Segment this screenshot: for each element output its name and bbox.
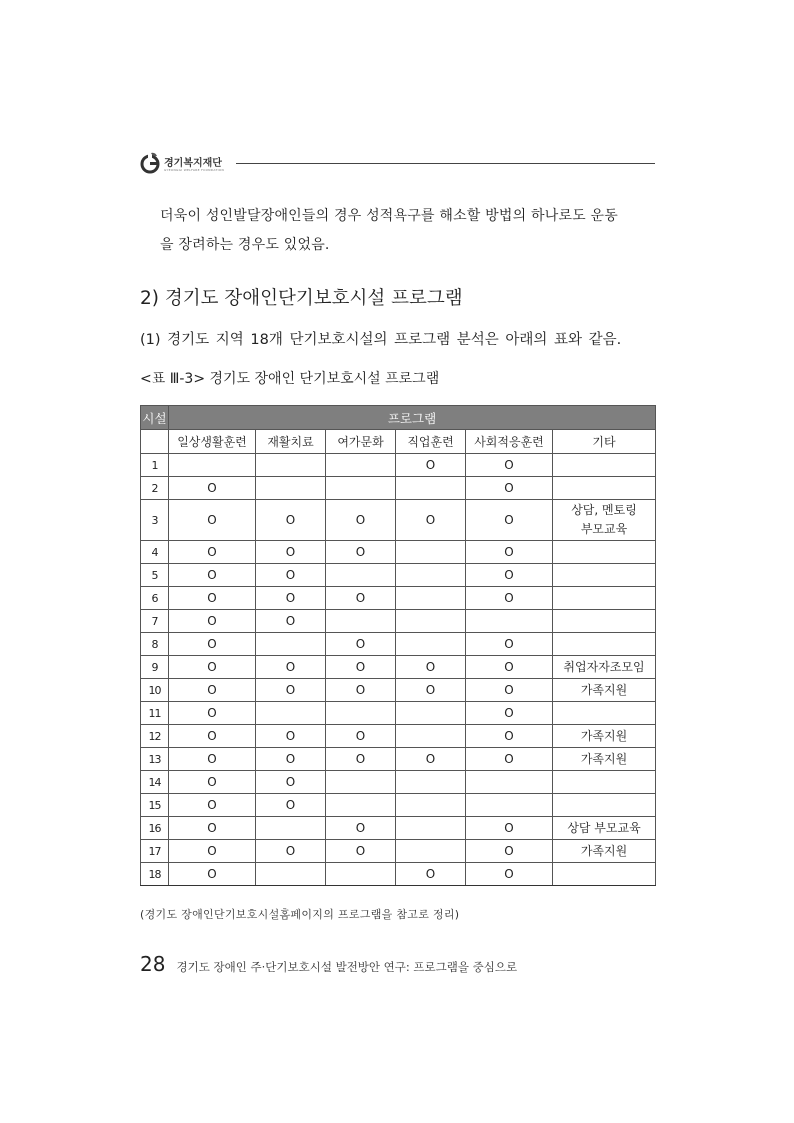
table-row — [141, 564, 656, 587]
program-mark-cell — [256, 817, 326, 840]
program-mark-cell — [326, 794, 396, 817]
header-program: 프로그램 — [169, 406, 656, 430]
other-program-cell — [553, 771, 656, 794]
program-mark-cell — [256, 633, 326, 656]
table-row — [141, 863, 656, 886]
program-mark-cell: O — [396, 500, 466, 541]
paragraph-line: 더욱이 성인발달장애인들의 경우 성적욕구를 해소할 방법의 하나로도 운동 — [160, 208, 618, 224]
program-mark-cell: O — [256, 748, 326, 771]
program-mark-cell: O — [396, 863, 466, 886]
table-row — [141, 477, 656, 500]
other-program-cell — [553, 794, 656, 817]
source-note: (경기도 장애인단기보호시설홈페이지의 프로그램을 참고로 정리) — [140, 908, 460, 921]
program-mark-cell — [396, 477, 466, 500]
column-header: 재활치료 — [256, 430, 326, 454]
program-mark-cell: O — [256, 840, 326, 863]
program-mark-cell: O — [466, 725, 553, 748]
program-mark-cell — [326, 863, 396, 886]
cell-line: 상담, 멘토링 — [571, 503, 637, 517]
other-program-cell: 상담 부모교육 — [553, 817, 656, 840]
program-mark-cell — [169, 454, 256, 477]
table-row — [141, 702, 656, 725]
program-mark-cell — [326, 702, 396, 725]
program-mark-cell — [326, 454, 396, 477]
program-mark-cell — [466, 610, 553, 633]
program-mark-cell: O — [466, 564, 553, 587]
program-mark-cell: O — [256, 541, 326, 564]
facility-number: 10 — [141, 679, 169, 702]
program-mark-cell — [466, 794, 553, 817]
table-row — [141, 725, 656, 748]
column-header: 일상생활훈련 — [169, 430, 256, 454]
program-mark-cell: O — [169, 771, 256, 794]
page-footer — [140, 952, 517, 976]
program-table — [140, 405, 656, 886]
facility-number: 15 — [141, 794, 169, 817]
header-blank — [141, 430, 169, 454]
program-mark-cell: O — [169, 817, 256, 840]
page-number: 28 — [140, 952, 166, 976]
other-program-cell: 취업자자조모임 — [553, 656, 656, 679]
facility-number: 6 — [141, 587, 169, 610]
subsection-text: (1) 경기도 지역 18개 단기보호시설의 프로그램 분석은 아래의 표와 같음. — [140, 332, 622, 348]
program-mark-cell: O — [169, 702, 256, 725]
foundation-logo-icon — [140, 152, 160, 174]
facility-number: 12 — [141, 725, 169, 748]
table-subheader-row — [141, 430, 656, 454]
program-mark-cell: O — [396, 679, 466, 702]
facility-number: 9 — [141, 656, 169, 679]
other-program-cell — [553, 702, 656, 725]
other-program-cell — [553, 863, 656, 886]
column-header: 사회적응훈련 — [466, 430, 553, 454]
program-mark-cell: O — [169, 500, 256, 541]
program-mark-cell: O — [169, 679, 256, 702]
program-mark-cell — [396, 633, 466, 656]
program-mark-cell — [396, 771, 466, 794]
table-row — [141, 679, 656, 702]
program-mark-cell: O — [256, 587, 326, 610]
table-row — [141, 817, 656, 840]
program-mark-cell — [326, 771, 396, 794]
program-mark-cell: O — [466, 702, 553, 725]
cell-line: 부모교육 — [580, 522, 628, 536]
program-mark-cell: O — [396, 454, 466, 477]
facility-number: 4 — [141, 541, 169, 564]
program-mark-cell: O — [169, 564, 256, 587]
program-mark-cell: O — [169, 725, 256, 748]
foundation-name: 경기복지재단 — [164, 158, 222, 169]
section-title: 2) 경기도 장애인단기보호시설 프로그램 — [140, 288, 463, 309]
facility-number: 16 — [141, 817, 169, 840]
program-mark-cell: O — [466, 817, 553, 840]
program-mark-cell — [396, 587, 466, 610]
other-program-cell: 가족지원 — [553, 840, 656, 863]
program-mark-cell: O — [396, 748, 466, 771]
table-row — [141, 840, 656, 863]
facility-number: 17 — [141, 840, 169, 863]
program-mark-cell: O — [466, 840, 553, 863]
program-mark-cell: O — [169, 863, 256, 886]
facility-number: 8 — [141, 633, 169, 656]
facility-number: 1 — [141, 454, 169, 477]
header-divider — [236, 163, 655, 164]
program-mark-cell: O — [326, 748, 396, 771]
program-mark-cell: O — [466, 500, 553, 541]
program-mark-cell: O — [169, 610, 256, 633]
program-mark-cell: O — [466, 587, 553, 610]
program-mark-cell: O — [169, 587, 256, 610]
program-mark-cell: O — [326, 633, 396, 656]
program-mark-cell: O — [326, 679, 396, 702]
table-row — [141, 656, 656, 679]
program-mark-cell — [326, 564, 396, 587]
facility-number: 3 — [141, 500, 169, 541]
program-mark-cell — [396, 564, 466, 587]
other-program-cell — [553, 477, 656, 500]
program-mark-cell: O — [256, 500, 326, 541]
table-header-row — [141, 406, 656, 430]
program-mark-cell — [396, 840, 466, 863]
program-mark-cell — [466, 771, 553, 794]
table-row — [141, 541, 656, 564]
program-mark-cell: O — [326, 725, 396, 748]
body-paragraph — [160, 202, 656, 260]
program-mark-cell — [396, 541, 466, 564]
program-mark-cell: O — [466, 748, 553, 771]
facility-number: 5 — [141, 564, 169, 587]
table-row — [141, 500, 656, 541]
program-mark-cell: O — [169, 477, 256, 500]
table-row — [141, 633, 656, 656]
other-program-cell — [553, 541, 656, 564]
column-header: 여가문화 — [326, 430, 396, 454]
other-program-cell — [553, 500, 656, 541]
program-mark-cell: O — [466, 477, 553, 500]
program-mark-cell: O — [256, 656, 326, 679]
table-row — [141, 794, 656, 817]
facility-number: 13 — [141, 748, 169, 771]
program-mark-cell: O — [326, 587, 396, 610]
other-program-cell — [553, 587, 656, 610]
program-mark-cell: O — [466, 454, 553, 477]
header-facility: 시설 — [141, 406, 169, 430]
program-mark-cell: O — [326, 541, 396, 564]
program-mark-cell — [256, 863, 326, 886]
paragraph-line: 을 장려하는 경우도 있었음. — [160, 237, 330, 253]
program-mark-cell — [396, 794, 466, 817]
table-row — [141, 587, 656, 610]
program-mark-cell: O — [466, 863, 553, 886]
program-mark-cell — [326, 610, 396, 633]
program-mark-cell — [256, 477, 326, 500]
foundation-english-name: GYEONGGI WELFARE FOUNDATION — [164, 168, 224, 172]
other-program-cell: 가족지원 — [553, 679, 656, 702]
other-program-cell — [553, 610, 656, 633]
program-mark-cell: O — [256, 679, 326, 702]
page-header — [140, 150, 655, 176]
program-mark-cell — [326, 477, 396, 500]
program-mark-cell: O — [256, 771, 326, 794]
program-mark-cell: O — [326, 500, 396, 541]
other-program-cell — [553, 454, 656, 477]
program-mark-cell — [396, 610, 466, 633]
program-mark-cell: O — [326, 817, 396, 840]
column-header: 기타 — [553, 430, 656, 454]
program-mark-cell: O — [466, 541, 553, 564]
program-mark-cell: O — [466, 633, 553, 656]
program-mark-cell — [396, 725, 466, 748]
program-mark-cell — [256, 454, 326, 477]
facility-number: 11 — [141, 702, 169, 725]
column-header: 직업훈련 — [396, 430, 466, 454]
program-mark-cell: O — [326, 840, 396, 863]
facility-number: 14 — [141, 771, 169, 794]
program-mark-cell — [396, 817, 466, 840]
program-mark-cell: O — [169, 794, 256, 817]
program-mark-cell: O — [256, 725, 326, 748]
program-mark-cell: O — [466, 656, 553, 679]
running-title: 경기도 장애인 주·단기보호시설 발전방안 연구: 프로그램을 중심으로 — [176, 960, 518, 974]
program-mark-cell: O — [256, 610, 326, 633]
other-program-cell — [553, 633, 656, 656]
program-mark-cell: O — [169, 656, 256, 679]
table-caption: <표 Ⅲ-3> 경기도 장애인 단기보호시설 프로그램 — [140, 371, 440, 387]
program-mark-cell — [256, 702, 326, 725]
program-mark-cell: O — [169, 840, 256, 863]
facility-number: 2 — [141, 477, 169, 500]
facility-number: 7 — [141, 610, 169, 633]
program-mark-cell: O — [466, 679, 553, 702]
table-row — [141, 771, 656, 794]
program-mark-cell: O — [326, 656, 396, 679]
other-program-cell: 가족지원 — [553, 725, 656, 748]
program-mark-cell: O — [256, 564, 326, 587]
table-row — [141, 748, 656, 771]
other-program-cell — [553, 564, 656, 587]
program-mark-cell: O — [256, 794, 326, 817]
program-mark-cell — [396, 702, 466, 725]
table-row — [141, 454, 656, 477]
program-mark-cell: O — [169, 748, 256, 771]
facility-number: 18 — [141, 863, 169, 886]
table-row — [141, 610, 656, 633]
program-mark-cell: O — [396, 656, 466, 679]
program-mark-cell: O — [169, 541, 256, 564]
table-body — [141, 454, 656, 886]
program-mark-cell: O — [169, 633, 256, 656]
other-program-cell: 가족지원 — [553, 748, 656, 771]
